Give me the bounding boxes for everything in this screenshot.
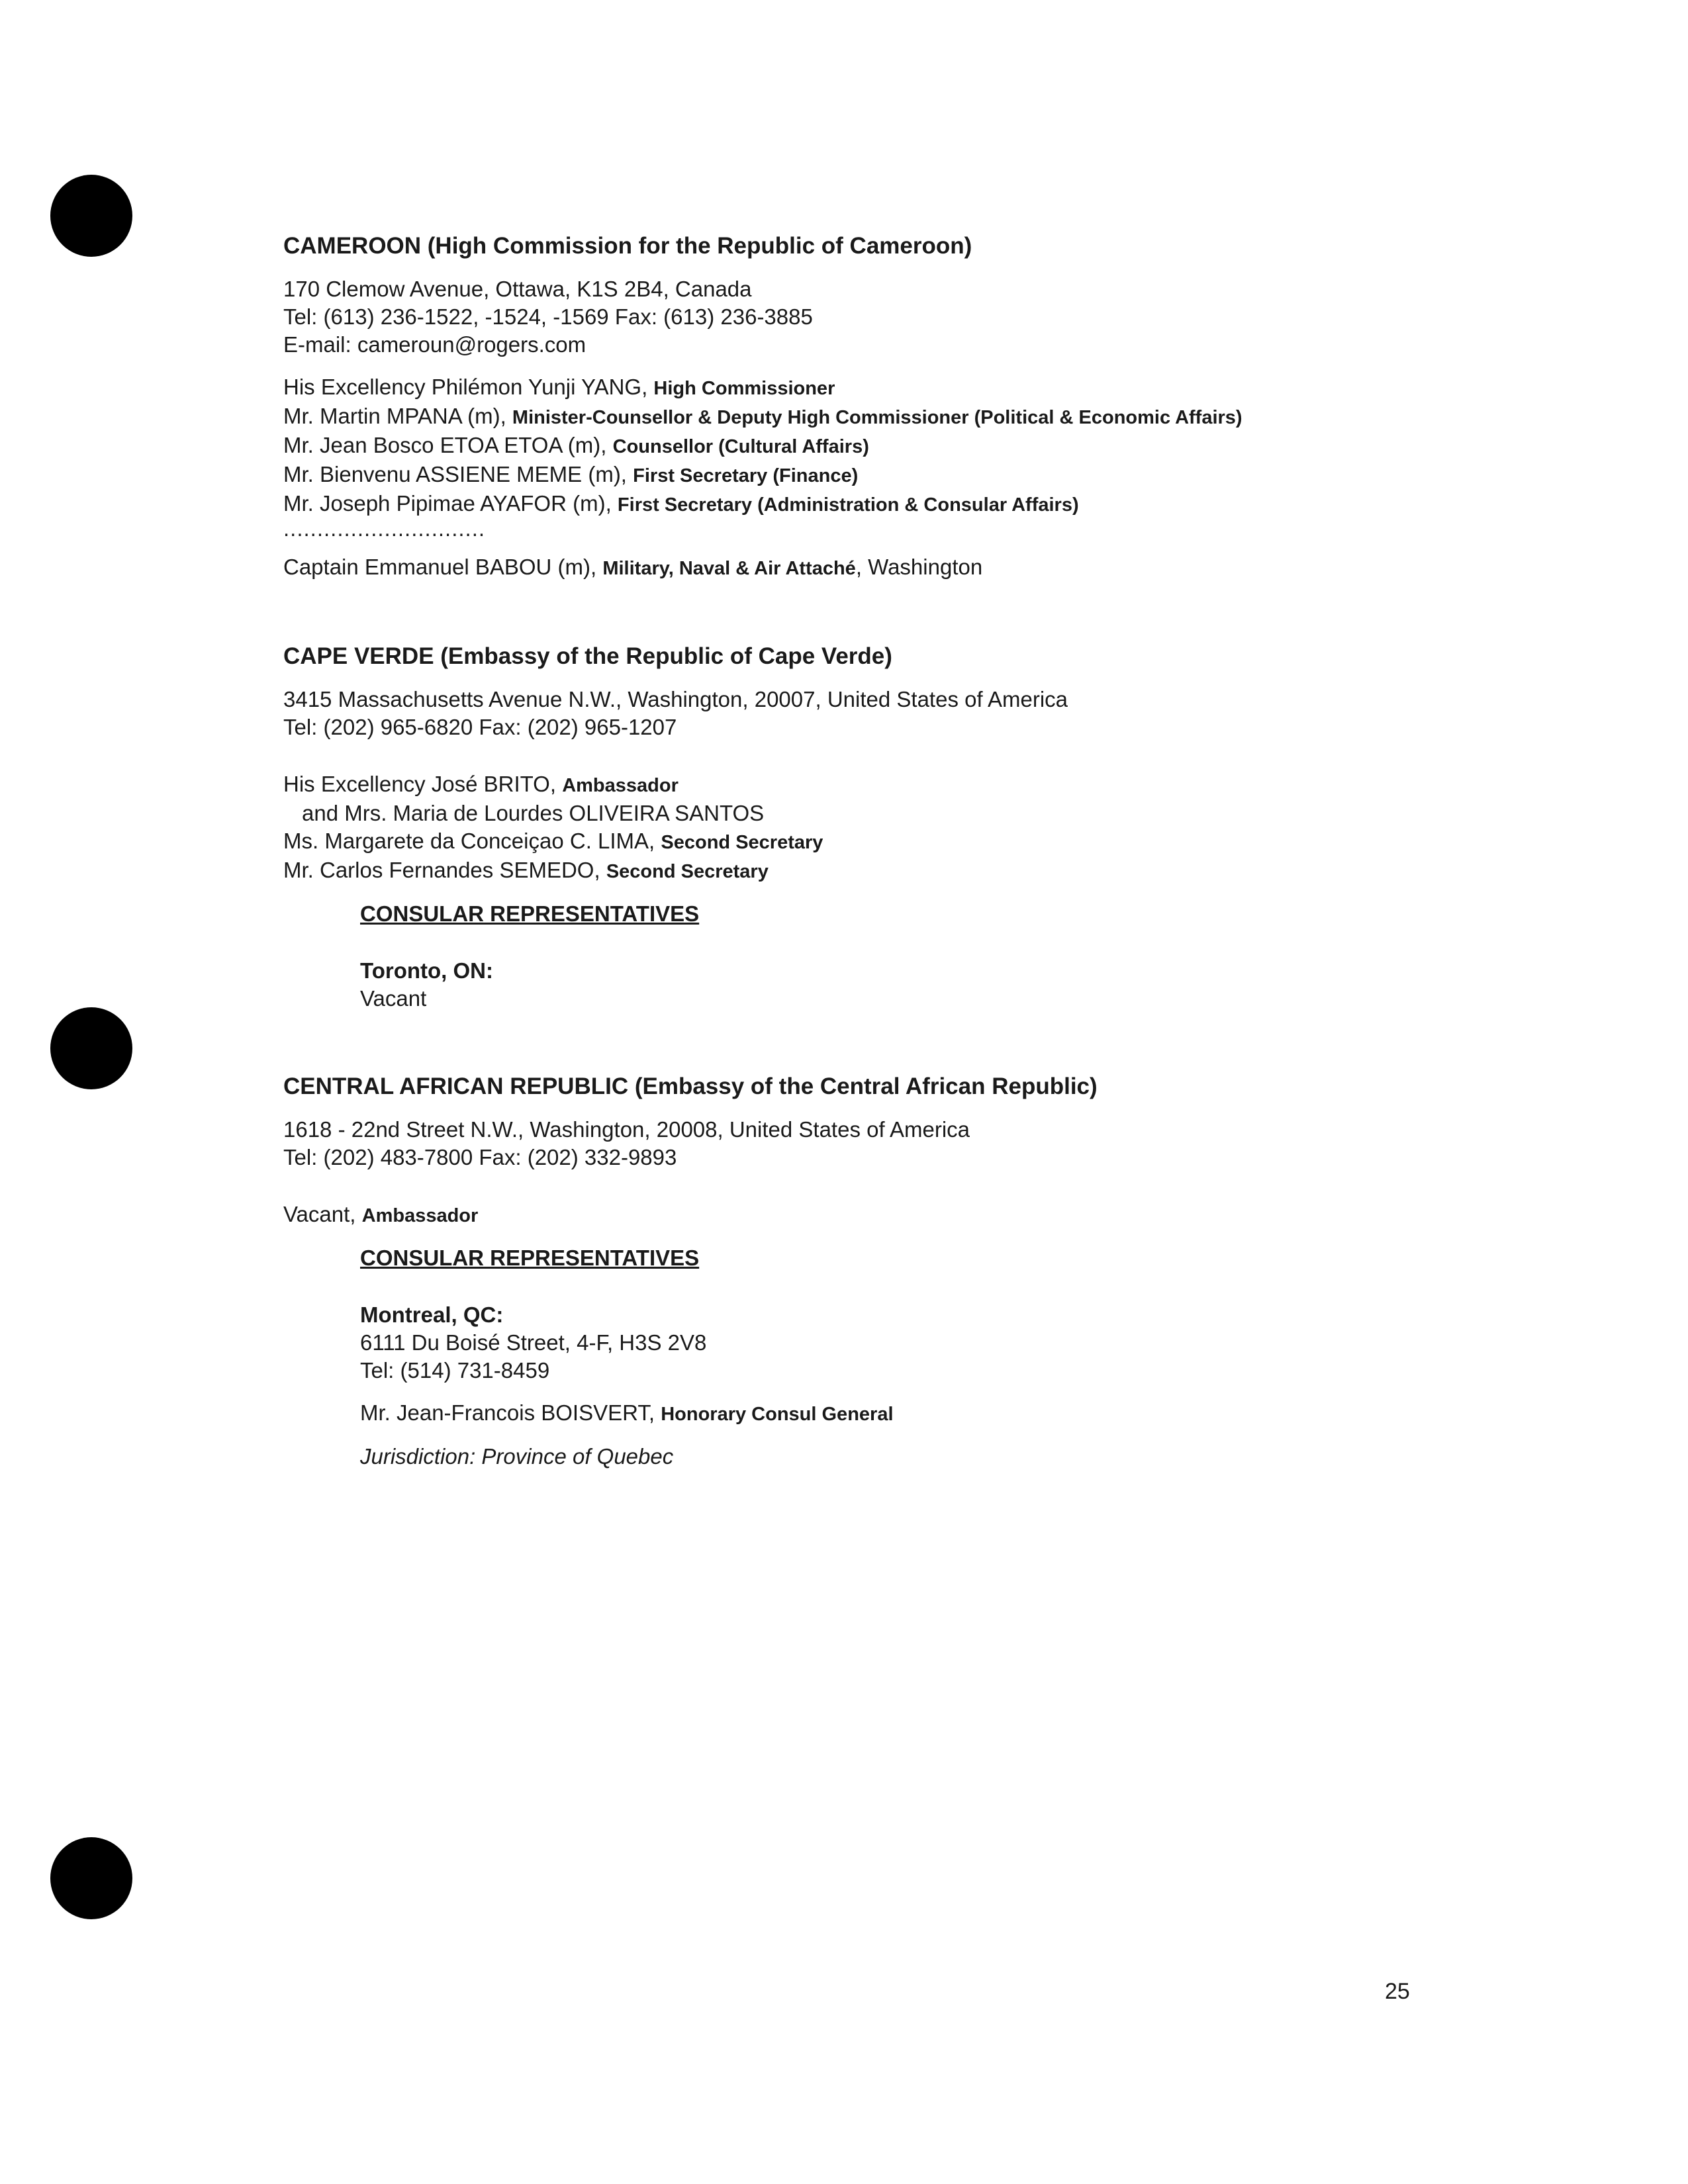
ambassador-entry: Vacant, Ambassador: [283, 1202, 479, 1226]
car-section: [283, 1073, 1448, 1471]
consul-entry: Mr. Jean-Francois BOISVERT, Honorary Consul General: [360, 1400, 894, 1425]
consular-status: Vacant: [360, 986, 427, 1011]
ambassador-entry: His Excellency José BRITO, Ambassador: [283, 772, 679, 796]
staff-entry: Mr. Carlos Fernandes SEMEDO, Second Secretary: [283, 858, 769, 882]
staff-entry: Mr. Bienvenu ASSIENE MEME (m), First Secretary (Finance): [283, 462, 859, 486]
document-body: [283, 233, 1448, 1471]
address-line: 1618 - 22nd Street N.W., Washington, 20008, United States of America: [283, 1117, 970, 1142]
email-line: E-mail: cameroun@rogers.com: [283, 332, 586, 357]
staff-entry: His Excellency Philémon Yunji YANG, High Commissioner: [283, 375, 835, 399]
binder-hole-top: [50, 175, 132, 257]
staff-entry: Mr. Joseph Pipimae AYAFOR (m), First Secretary (Administration & Consular Affairs): [283, 491, 1079, 516]
consular-block: [360, 900, 1448, 1013]
dotted-separator: ..............................: [283, 516, 486, 541]
section-heading: CAPE VERDE (Embassy of the Republic of Cape Verde): [283, 643, 892, 669]
spouse-entry: and Mrs. Maria de Lourdes OLIVEIRA SANTOS: [302, 801, 765, 825]
consular-city: Montreal, QC:: [360, 1302, 504, 1327]
phone-line: Tel: (202) 965-6820 Fax: (202) 965-1207: [283, 715, 677, 739]
staff-entry: Mr. Jean Bosco ETOA ETOA (m), Counsellor (Cultural Affairs): [283, 433, 869, 457]
consular-heading: CONSULAR REPRESENTATIVES: [360, 1246, 700, 1270]
consular-phone: Tel: (514) 731-8459: [360, 1358, 550, 1383]
consular-block: [360, 1244, 1448, 1471]
cameroon-section: [283, 233, 1448, 582]
address-line: 170 Clemow Avenue, Ottawa, K1S 2B4, Canada: [283, 277, 752, 301]
section-heading: CENTRAL AFRICAN REPUBLIC (Embassy of the Central African Republic): [283, 1073, 1098, 1099]
binder-hole-bottom: [50, 1837, 132, 1919]
staff-entry: Ms. Margarete da Conceiçao C. LIMA, Second Secretary: [283, 829, 823, 853]
consular-address: 6111 Du Boisé Street, 4-F, H3S 2V8: [360, 1330, 707, 1355]
consular-heading: CONSULAR REPRESENTATIVES: [360, 901, 700, 926]
page-number: 25: [1385, 1979, 1410, 2004]
phone-line: Tel: (613) 236-1522, -1524, -1569 Fax: (613) 236-3885: [283, 304, 813, 329]
cape-verde-section: [283, 643, 1448, 1013]
jurisdiction: Jurisdiction: Province of Quebec: [360, 1444, 674, 1469]
staff-entry: Mr. Martin MPANA (m), Minister-Counsellor & Deputy High Commissioner (Political & Economic Affairs): [283, 404, 1243, 428]
attache-entry: Captain Emmanuel BABOU (m), Military, Naval & Air Attaché, Washington: [283, 555, 983, 579]
phone-line: Tel: (202) 483-7800 Fax: (202) 332-9893: [283, 1145, 677, 1169]
consular-city: Toronto, ON:: [360, 958, 493, 983]
section-heading: CAMEROON (High Commission for the Republic of Cameroon): [283, 233, 972, 259]
address-line: 3415 Massachusetts Avenue N.W., Washington, 20007, United States of America: [283, 687, 1068, 711]
binder-hole-middle: [50, 1007, 132, 1089]
